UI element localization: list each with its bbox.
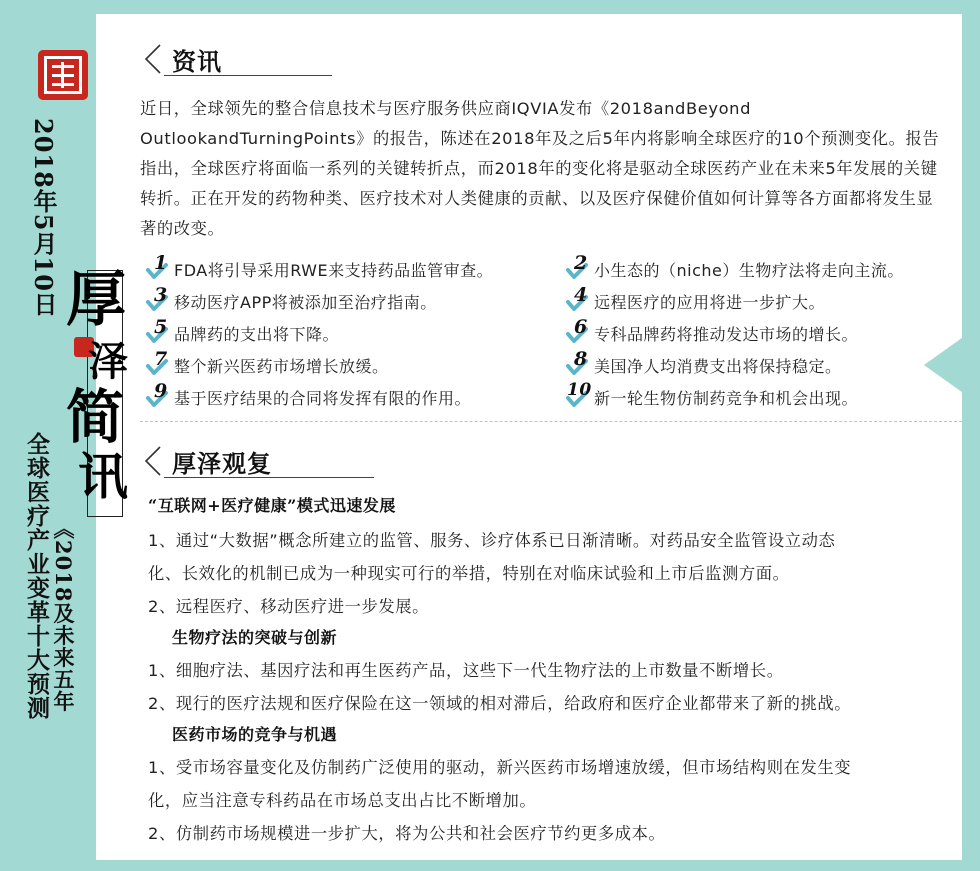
prediction-text: FDA将引导采用RWE来支持药品监管审查。 <box>174 261 494 280</box>
section-line: 2、远程医疗、移动医疗进一步发展。 <box>148 597 430 616</box>
section-line: 1、细胞疗法、基因疗法和再生医药产品，这些下一代生物疗法的上市数量不断增长。 <box>148 661 784 680</box>
prediction-number <box>146 316 174 342</box>
prediction-number <box>566 252 594 278</box>
brand-char-hou: 厚 <box>66 265 126 335</box>
section-line: 化、长效化的机制已成为一种现实可行的举措，特别在对临床试验和上市后监测方面。 <box>148 564 790 583</box>
prediction-text: 整个新兴医药市场增长放缓。 <box>174 357 389 376</box>
prediction-text: 新一轮生物仿制药竞争和机会出现。 <box>594 389 859 408</box>
views-heading <box>142 444 382 480</box>
heading-underline <box>164 477 374 478</box>
prediction-text: 移动医疗APP将被添加至治疗指南。 <box>174 293 437 312</box>
series-subtitle: 《2018及未来五年 <box>51 518 76 713</box>
prediction-number-text: 4 <box>574 284 588 306</box>
prediction-number-text: 6 <box>574 316 588 338</box>
section-title-market: 医药市场的竞争与机遇 <box>172 725 338 744</box>
prediction-number-text: 9 <box>154 380 168 402</box>
section-title-internet: “互联网+医疗健康”模式迅速发展 <box>148 496 396 515</box>
section-line: 化，应当注意专科药品在市场总支出占比不断增加。 <box>148 791 537 810</box>
seal-stamp-icon <box>38 50 88 100</box>
news-heading-text: 资讯 <box>172 47 222 76</box>
prediction-number <box>566 284 594 310</box>
chevron-left-icon <box>142 444 164 476</box>
prediction-number <box>146 284 174 310</box>
prediction-text: 小生态的（niche）生物疗法将走向主流。 <box>594 261 904 280</box>
prediction-number <box>146 380 174 406</box>
heading-underline <box>164 75 332 76</box>
prediction-number <box>566 316 594 342</box>
section-divider <box>140 421 962 422</box>
brand-char-ze: 泽 <box>88 338 128 385</box>
section-line: 1、通过“大数据”概念所建立的监管、服务、诊疗体系已日渐清晰。对药品安全监管设立动态 <box>148 531 836 550</box>
news-heading <box>142 42 342 78</box>
news-paragraph: 近日，全球领先的整合信息技术与医疗服务供应商IQVIA发布《2018andBeyond OutlookandTurningPoints》的报告，陈述在2018年及之后5年内将影响全球医疗的10个预测变化。报告指出，全球医疗将面临一系列的关键转折点，而2018年的变化将是驱动全球医药产业在未来5年发展的关键转折。正在开发的药物种类、医疗技术对人类健康的贡献、以及医疗保健价值如何计算等各方面都将发生显著的改变。 <box>140 99 940 238</box>
prediction-number-text: 2 <box>574 252 588 274</box>
prediction-text: 品牌药的支出将下降。 <box>174 325 340 344</box>
series-title: 全球医疗产业变革十大预测 <box>23 432 50 720</box>
section-line: 1、受市场容量变化及仿制药广泛使用的驱动，新兴医药市场增速放缓，但市场结构则在发生变 <box>148 758 852 777</box>
chevron-left-icon <box>142 42 164 74</box>
section-line: 2、仿制药市场规模进一步扩大，将为公共和社会医疗节约更多成本。 <box>148 824 666 843</box>
prediction-number <box>566 380 594 406</box>
issue-date: 2018年5月10日 <box>29 118 58 317</box>
prediction-number <box>146 348 174 374</box>
prediction-text: 基于医疗结果的合同将发挥有限的作用。 <box>174 389 472 408</box>
views-heading-text: 厚泽观复 <box>172 449 272 478</box>
brand-char-jian: 简 <box>66 383 125 451</box>
prediction-number-text: 10 <box>567 380 592 400</box>
prediction-number <box>566 348 594 374</box>
prediction-number <box>146 252 174 278</box>
section-line: 2、现行的医疗法规和医疗保险在这一领域的相对滞后，给政府和医疗企业都带来了新的挑战。 <box>148 694 852 713</box>
brand-char-xun: 讯 <box>78 447 128 506</box>
prediction-number-text: 7 <box>154 348 168 370</box>
prediction-text: 远程医疗的应用将进一步扩大。 <box>594 293 826 312</box>
prediction-number-text: 5 <box>154 316 168 338</box>
prediction-number-text: 8 <box>574 348 588 370</box>
prediction-number-text: 3 <box>154 284 168 306</box>
prediction-number-text: 1 <box>154 252 168 274</box>
panel-notch <box>924 325 980 405</box>
section-title-biotherapy: 生物疗法的突破与创新 <box>172 628 338 647</box>
prediction-text: 专科品牌药将推动发达市场的增长。 <box>594 325 859 344</box>
prediction-text: 美国净人均消费支出将保持稳定。 <box>594 357 842 376</box>
